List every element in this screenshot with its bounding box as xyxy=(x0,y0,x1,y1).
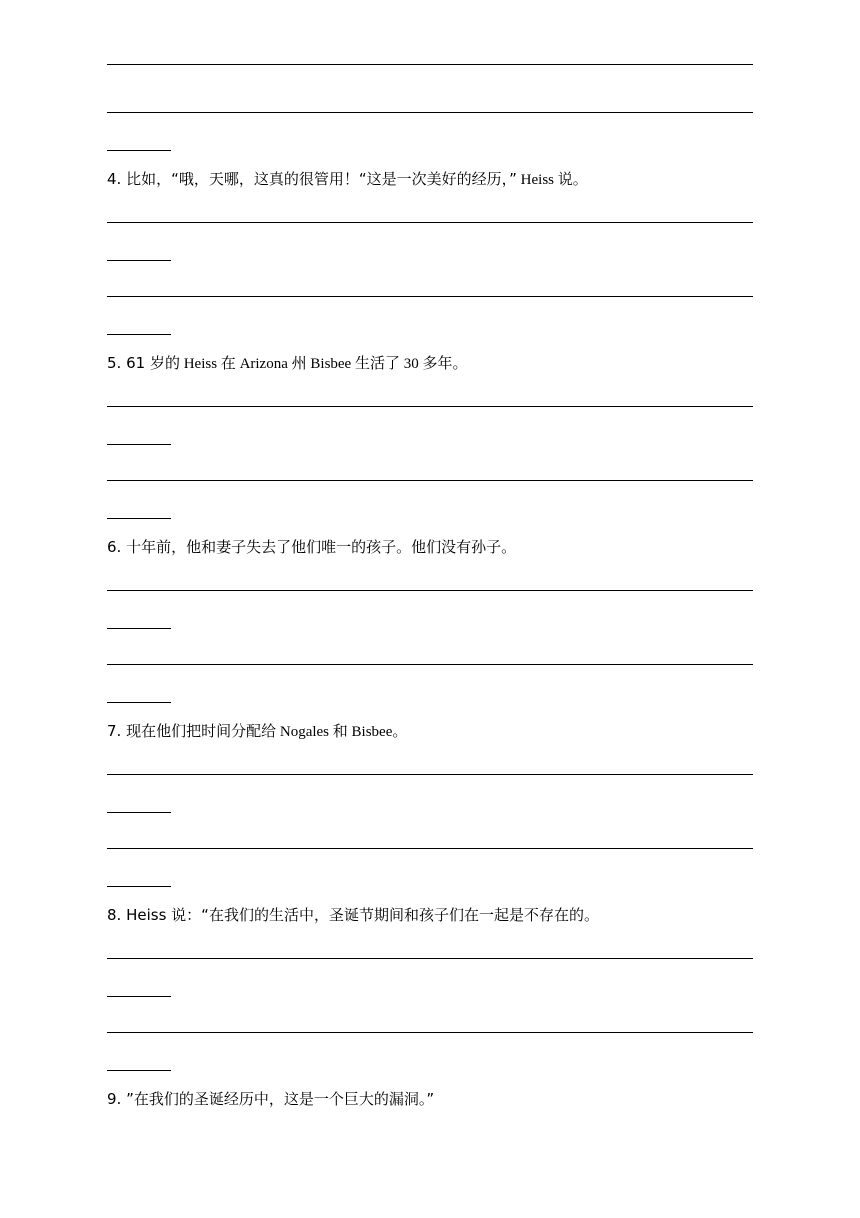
answer-line xyxy=(107,112,753,113)
answer-line-end xyxy=(107,444,171,445)
question-text: 。 xyxy=(392,722,408,740)
question-number: 7. xyxy=(107,722,122,740)
answer-line xyxy=(107,480,753,481)
answer-line xyxy=(107,848,753,849)
answer-line-end xyxy=(107,886,171,887)
answer-line xyxy=(107,222,753,223)
question-text: Heiss xyxy=(179,356,221,372)
question-text: 生活了 xyxy=(354,354,400,372)
question-text: 30 xyxy=(399,356,423,372)
answer-line xyxy=(107,958,753,959)
question-text: Heiss 说：“在我们的生活中，圣诞节期间和孩子们在一起是不存在的。 xyxy=(126,906,599,924)
question-text: 比如，“哦，天哪，这真的很管用！“这是一次美好的经历，” xyxy=(126,170,517,188)
question-text: 说。 xyxy=(557,170,588,188)
question-text: Nogales xyxy=(276,724,333,740)
question-text: ”在我们的圣诞经历中，这是一个巨大的漏洞。” xyxy=(126,1090,435,1108)
question-5 xyxy=(107,353,753,374)
answer-line xyxy=(107,664,753,665)
question-number: 9. xyxy=(107,1090,122,1108)
question-text: Heiss xyxy=(516,172,558,188)
question-text: 现在他们把时间分配给 xyxy=(126,722,277,740)
question-text: 州 xyxy=(291,354,307,372)
answer-line xyxy=(107,64,753,65)
answer-line-end xyxy=(107,150,171,151)
question-4 xyxy=(107,169,753,190)
question-text: 和 xyxy=(332,722,348,740)
answer-line-end xyxy=(107,518,171,519)
answer-line-end xyxy=(107,1070,171,1071)
answer-line xyxy=(107,1032,753,1033)
answer-line xyxy=(107,406,753,407)
answer-line-end xyxy=(107,702,171,703)
question-text: Bisbee xyxy=(347,724,393,740)
question-number: 4. xyxy=(107,170,122,188)
answer-line xyxy=(107,774,753,775)
answer-line xyxy=(107,590,753,591)
question-number: 6. xyxy=(107,538,122,556)
question-text: 61 岁的 xyxy=(126,354,180,372)
question-text: 十年前，他和妻子失去了他们唯一的孩子。他们没有孙子。 xyxy=(126,538,517,556)
question-text: Bisbee xyxy=(306,356,355,372)
question-9 xyxy=(107,1089,753,1109)
answer-line-end xyxy=(107,812,171,813)
answer-line-end xyxy=(107,260,171,261)
question-text: Arizona xyxy=(235,356,292,372)
answer-line-end xyxy=(107,996,171,997)
question-number: 5. xyxy=(107,354,122,372)
answer-line-end xyxy=(107,334,171,335)
answer-line xyxy=(107,296,753,297)
answer-line-end xyxy=(107,628,171,629)
question-number: 8. xyxy=(107,906,122,924)
question-text: 多年。 xyxy=(422,354,468,372)
question-8 xyxy=(107,905,753,925)
question-text: 在 xyxy=(220,354,236,372)
question-7 xyxy=(107,721,753,742)
question-6 xyxy=(107,537,753,557)
